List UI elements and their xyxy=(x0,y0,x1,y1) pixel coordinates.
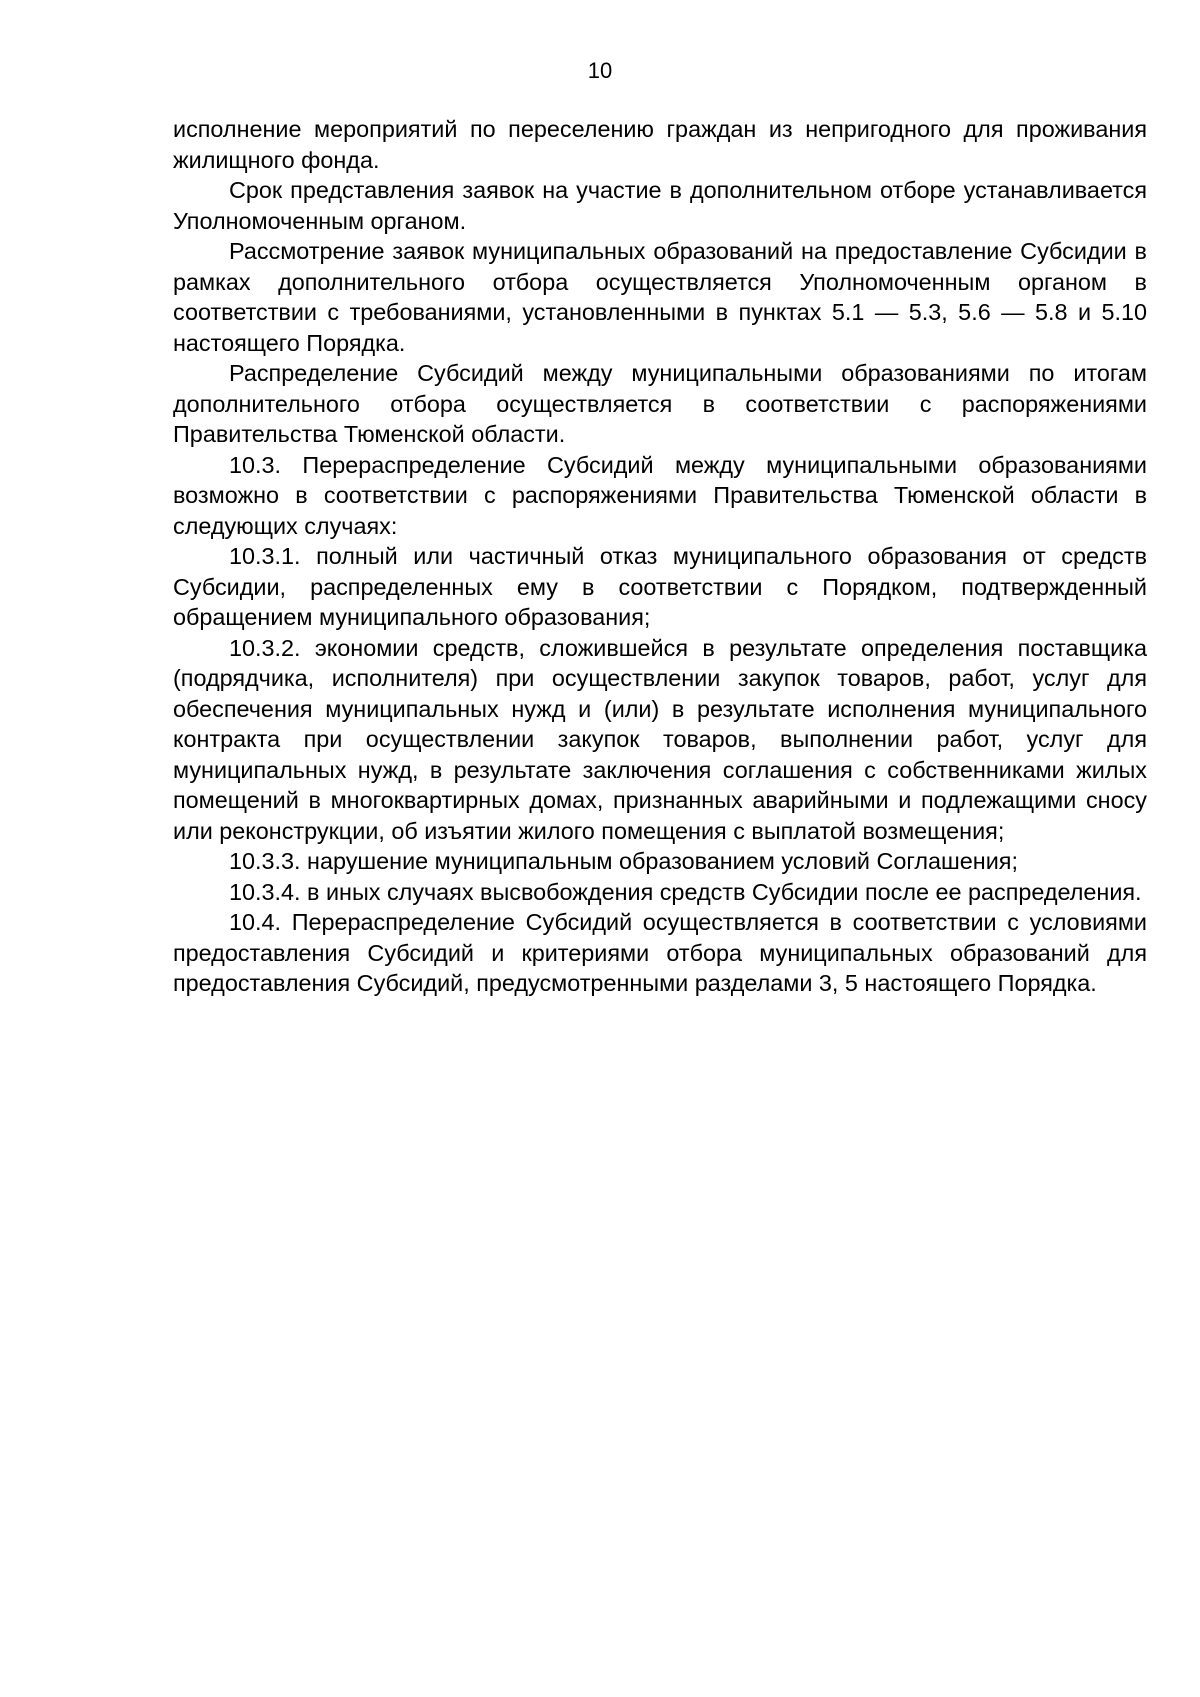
paragraph-application-deadline: Срок представления заявок на участие в дополнительном отборе устанавливается Уполномоченным органом. xyxy=(173,177,1147,234)
paragraph-application-review: Рассмотрение заявок муниципальных образований на предоставление Субсидии в рамках дополнительного отбора осуществляется Уполномоченным органом в соответствии с требованиями, установленными в пунктах 5.1 — 5.3, 5.6 — 5.8 и 5.10 настоящего Порядка. xyxy=(173,238,1147,356)
page-number: 10 xyxy=(587,58,613,83)
document-body xyxy=(173,114,1147,999)
paragraph-10-3-1: 10.3.1. полный или частичный отказ муниципального образования от средств Субсидии, распределенных ему в соответствии с Порядком, подтвержденный обращением муниципального образования; xyxy=(173,543,1147,630)
paragraph-subsidy-distribution: Распределение Субсидий между муниципальными образованиями по итогам дополнительного отбора осуществляется в соответствии с распоряжениями Правительства Тюменской области. xyxy=(173,360,1147,447)
paragraph-10-3-2: 10.3.2. экономии средств, сложившейся в результате определения поставщика (подрядчика, исполнителя) при осуществлении закупок товаров, работ, услуг для обеспечения муниципальных нужд и (или) в результате исполнения муниципального контракта при осуществлении закупок товаров, выполнении работ, услуг для муниципальных нужд, в результате заключения соглашения с собственниками жилых помещений в многоквартирных домах, признанных аварийными и подлежащими сносу или реконструкции, об изъятии жилого помещения с выплатой возмещения; xyxy=(173,634,1147,844)
paragraph-10-4: 10.4. Перераспределение Субсидий осуществляется в соответствии с условиями предоставления Субсидий и критериями отбора муниципальных образований для предоставления Субсидий, предусмотренными разделами 3, 5 настоящего Порядка. xyxy=(173,909,1147,996)
paragraph-continuation: исполнение мероприятий по переселению граждан из непригодного для проживания жилищного фонда. xyxy=(173,116,1147,173)
paragraph-10-3-3: 10.3.3. нарушение муниципальным образованием условий Соглашения; xyxy=(229,848,1018,874)
paragraph-10-3-4: 10.3.4. в иных случаях высвобождения средств Субсидии после ее распределения. xyxy=(229,878,1142,905)
paragraph-10-3: 10.3. Перераспределение Субсидий между муниципальными образованиями возможно в соответствии с распоряжениями Правительства Тюменской области в следующих случаях: xyxy=(173,451,1147,539)
